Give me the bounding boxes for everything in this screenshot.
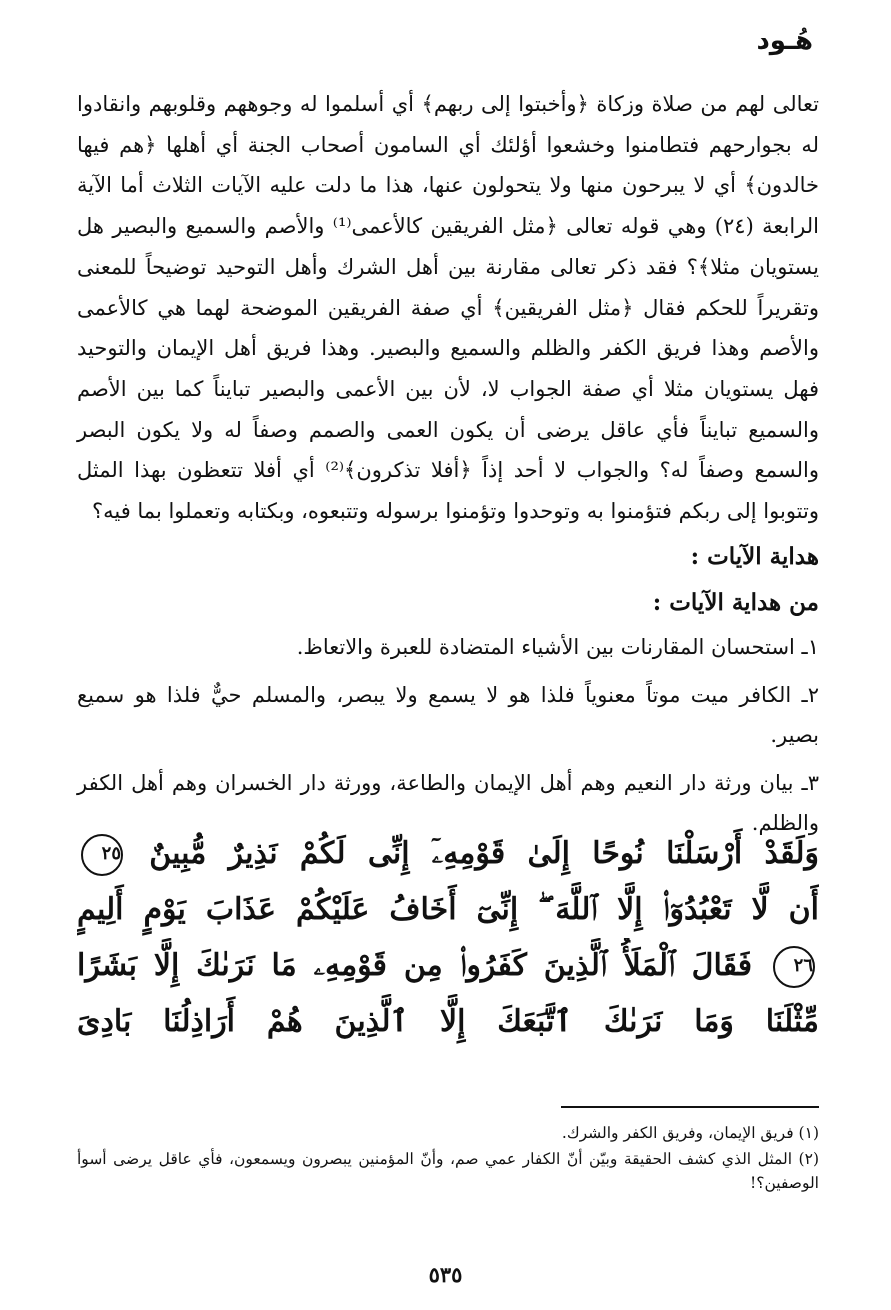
guidance-heading: هداية الآيات :: [690, 543, 819, 570]
surah-header: هُـود: [756, 26, 813, 56]
footnote-2: (٢) المثل الذي كشف الحقيقة وبيّن أنّ الكفار عمي صم، وأنّ المؤمنين يبصرون ويسمعون، فأي عاقل يرضى أسوأ الوصفين؟!: [77, 1150, 819, 1192]
verse-line-3: [77, 938, 819, 994]
guidance-item-2: ٢ـ الكافر ميت موتاً معنوياً فلذا هو لا يسمع ولا يبصر، والمسلم حيٌّ فلذا هو سميع بصير.: [77, 683, 819, 747]
footnotes: [77, 1121, 819, 1197]
page-number: ٥٣٥: [428, 1262, 463, 1287]
footnote-separator: [561, 1106, 819, 1108]
tafsir-text: تعالى لهم من صلاة وزكاة ﴿وأخبتوا إلى ربهم﴾ أي أسلموا له وجوههم وقلوبهم وانقادوا له بجوارحهم فتطامنوا وخشعوا أؤلئك أي السامون أصحاب الجنة أي أهلها ﴿هم فيها خالدون﴾ أي لا يبرحون منها ولا يتحولون عنها، هذا ما دلت عليه الآيات الثلاث أما الآية الرابعة (٢٤) وهي قوله تعالى ﴿مثل الفريقين كالأعمى⁽¹⁾ والأصم والسميع والبصير هل يستويان مثلا﴾؟ فقد ذكر تعالى مقارنة بين أهل الشرك وأهل التوحيد توضيحاً للمعنى وتقريراً للحكم فقال ﴿مثل الفريقين﴾ أي صفة الفريقين الموضحة لهما هي كالأعمى والأصم وهذا فريق الكفر والظلم والسميع والبصير. وهذا فريق أهل الإيمان والتوحيد فهل يستويان مثلا أي صفة الجواب لا، لأن بين الأعمى والبصير تبايناً كما بين الأصم والسميع تبايناً فأي عاقل يرضى أن يكون العمى والصمم وصفاً له ولا يكون البصر والسمع وصفاً له؟ والجواب لا أحد إذاً ﴿أفلا تذكرون﴾⁽²⁾ أي أفلا تتعظون بهذا المثل وتتوبوا إلى ربكم فتؤمنوا به وتوحدوا وتؤمنوا برسوله وتتبعوه، وبكتابه وتعملوا بما فيه؟: [77, 92, 820, 524]
verse-number-25: ٢٥: [81, 834, 123, 876]
guidance-subheading: من هداية الآيات :: [652, 589, 819, 616]
tafsir-paragraph: [77, 84, 819, 532]
guidance-list: [77, 627, 819, 851]
verse-line-4: [77, 994, 819, 1050]
quran-verses: [77, 826, 819, 1050]
verse-text-1: وَلَقَدْ أَرْسَلْنَا نُوحًا إِلَىٰ قَوْمِهِۦٓ إِنِّى لَكُمْ نَذِيرٌ مُّبِينٌ: [149, 836, 819, 871]
guidance-item-3: ٣ـ بيان ورثة دار النعيم وهم أهل الإيمان والطاعة، وورثة دار الخسران وهم أهل الكفر والظلم.: [77, 771, 819, 835]
guidance-item-1: ١ـ استحسان المقارنات بين الأشياء المتضادة للعبرة والاتعاظ.: [296, 635, 819, 659]
verse-line-1: [77, 826, 819, 882]
footnote-1: (١) فريق الإيمان، وفريق الكفر والشرك.: [561, 1124, 819, 1142]
verse-text-3: فَقَالَ ٱلْمَلَأُ ٱلَّذِينَ كَفَرُوا۟ مِن قَوْمِهِۦ مَا نَرَىٰكَ إِلَّا بَشَرًا: [77, 948, 753, 983]
verse-line-2: [77, 882, 819, 938]
verse-number-26: ٢٦: [773, 946, 815, 988]
verse-text-4: مِّثْلَنَا وَمَا نَرَىٰكَ ٱتَّبَعَكَ إِلَّا ٱلَّذِينَ هُمْ أَرَاذِلُنَا بَادِىَ: [77, 1004, 819, 1039]
verse-text-2: أَن لَّا تَعْبُدُوٓا۟ إِلَّا ٱللَّهَ ۖ إِنِّىٓ أَخَافُ عَلَيْكُمْ عَذَابَ يَوْمٍ أَلِيمٍ: [77, 892, 819, 927]
